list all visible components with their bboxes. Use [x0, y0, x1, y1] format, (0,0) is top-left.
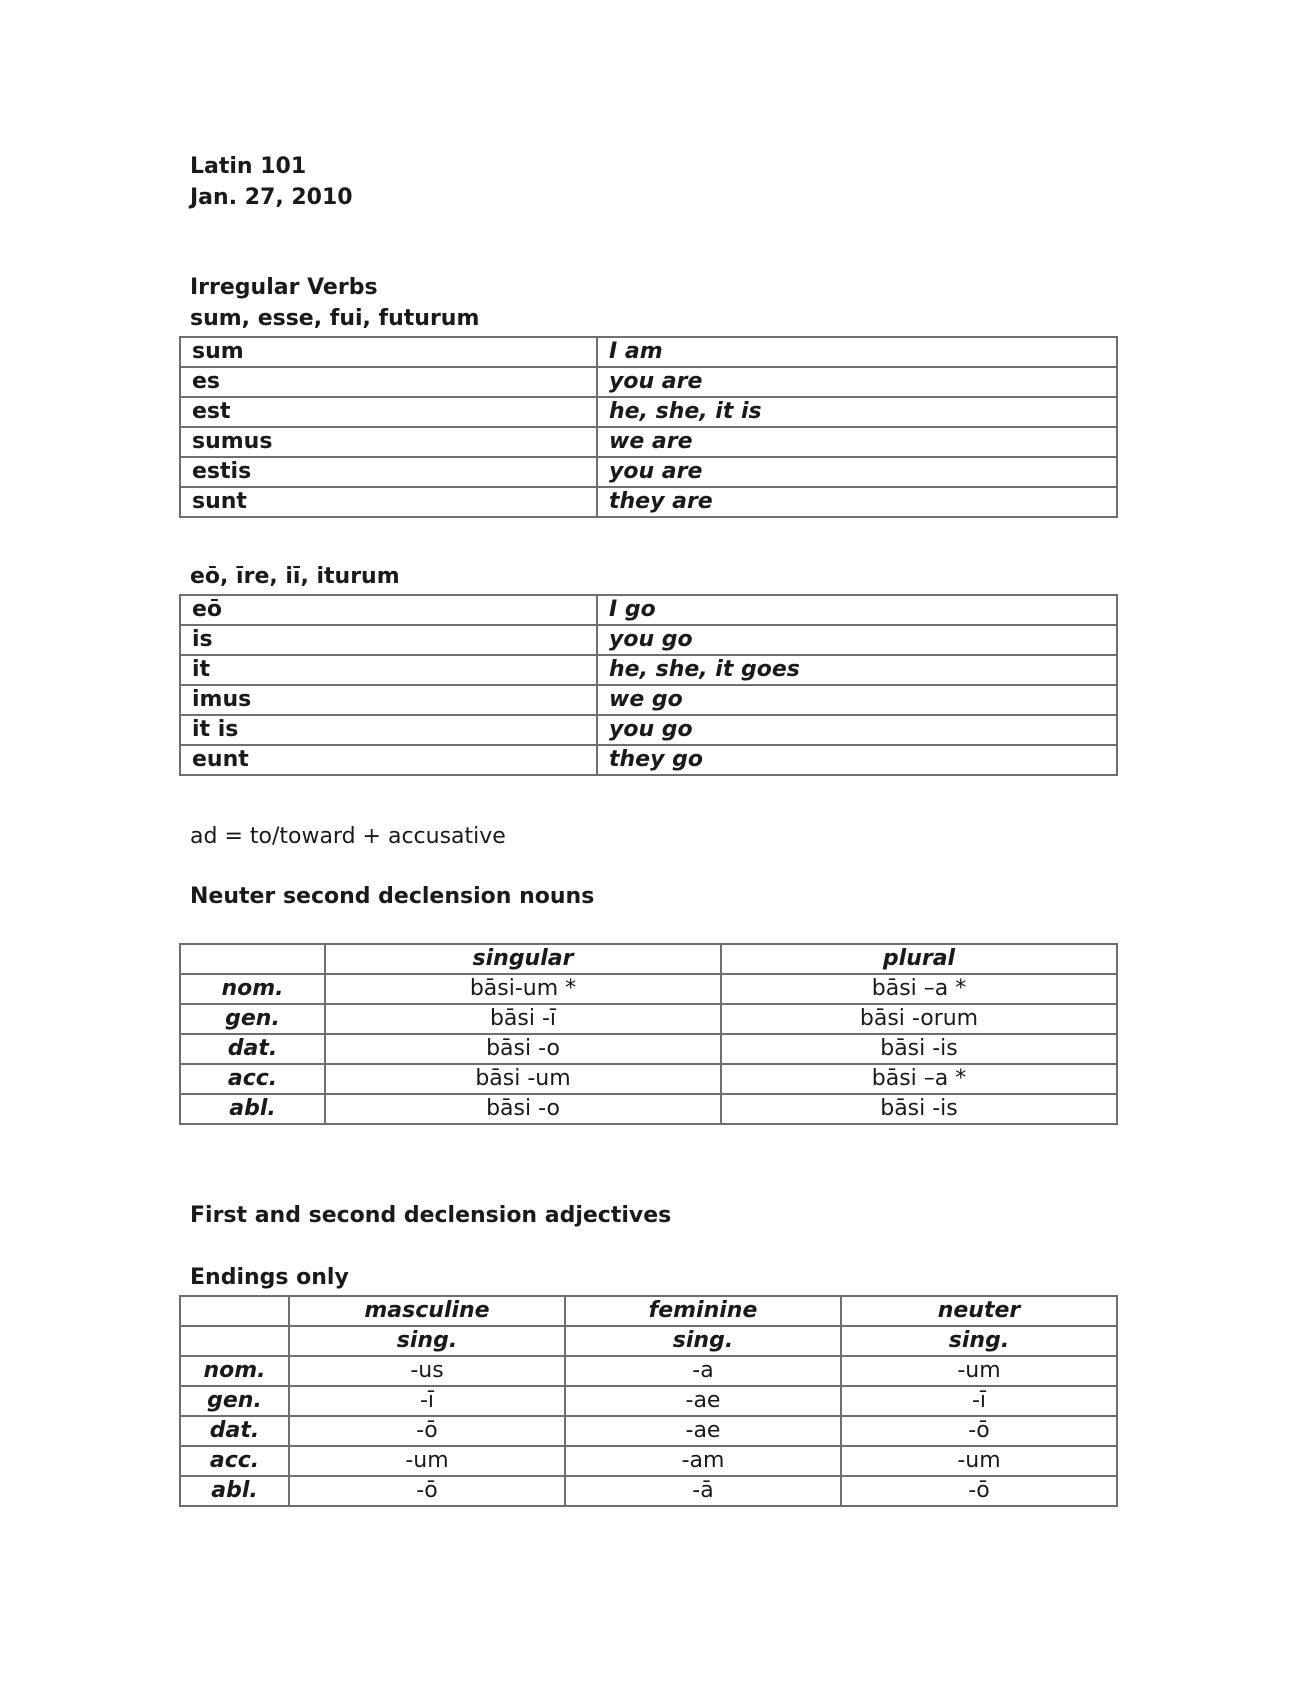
- sum-principal-parts: sum, esse, fui, futurum: [190, 306, 480, 331]
- irregular-verbs-heading: Irregular Verbs: [190, 275, 378, 300]
- table-row: [180, 1064, 1117, 1094]
- neuter-nouns-heading: Neuter second declension nouns: [190, 884, 595, 909]
- column-header-feminine: feminine: [565, 1296, 841, 1326]
- document-date: Jan. 27, 2010: [190, 185, 353, 210]
- latin-form: sumus: [180, 427, 597, 457]
- english-translation: they go: [597, 745, 1117, 775]
- latin-form: estis: [180, 457, 597, 487]
- neuter-ending: -um: [841, 1356, 1117, 1386]
- table-row: [180, 1446, 1117, 1476]
- table-row: [180, 685, 1117, 715]
- plural-form: bāsi -is: [721, 1034, 1117, 1064]
- singular-form: bāsi-um *: [325, 974, 721, 1004]
- latin-form: it: [180, 655, 597, 685]
- preposition-note: ad = to/toward + accusative: [190, 824, 506, 849]
- column-header-singular: singular: [325, 944, 721, 974]
- english-translation: we are: [597, 427, 1117, 457]
- table-row: [180, 974, 1117, 1004]
- english-translation: you go: [597, 625, 1117, 655]
- case-label: dat.: [180, 1034, 325, 1064]
- table-row: [180, 427, 1117, 457]
- singular-form: bāsi -um: [325, 1064, 721, 1094]
- table-row: [180, 1476, 1117, 1506]
- table-row: [180, 1034, 1117, 1064]
- feminine-ending: -a: [565, 1356, 841, 1386]
- latin-form: eō: [180, 595, 597, 625]
- masculine-ending: -ī: [289, 1386, 565, 1416]
- adjective-endings-table: [179, 1295, 1118, 1507]
- column-header-plural: plural: [721, 944, 1117, 974]
- column-header-neuter: neuter: [841, 1296, 1117, 1326]
- table-row: [180, 745, 1117, 775]
- neuter-ending: -ō: [841, 1416, 1117, 1446]
- feminine-ending: -ā: [565, 1476, 841, 1506]
- latin-form: sum: [180, 337, 597, 367]
- english-translation: you go: [597, 715, 1117, 745]
- english-translation: he, she, it is: [597, 397, 1117, 427]
- case-label: abl.: [180, 1476, 289, 1506]
- case-label: nom.: [180, 1356, 289, 1386]
- case-label: dat.: [180, 1416, 289, 1446]
- case-label: abl.: [180, 1094, 325, 1124]
- table-row: [180, 487, 1117, 517]
- number-label: sing.: [841, 1326, 1117, 1356]
- number-header-row: [180, 1326, 1117, 1356]
- latin-form: sunt: [180, 487, 597, 517]
- singular-form: bāsi -o: [325, 1034, 721, 1064]
- plural-form: bāsi -orum: [721, 1004, 1117, 1034]
- table-row: [180, 1004, 1117, 1034]
- singular-form: bāsi -o: [325, 1094, 721, 1124]
- table-row: [180, 655, 1117, 685]
- table-row: [180, 625, 1117, 655]
- table-row: [180, 1094, 1117, 1124]
- table-row: [180, 715, 1117, 745]
- english-translation: I am: [597, 337, 1117, 367]
- neuter-ending: -um: [841, 1446, 1117, 1476]
- column-header-row: [180, 944, 1117, 974]
- table-row: [180, 595, 1117, 625]
- eo-conjugation-table: [179, 594, 1118, 776]
- masculine-ending: -ō: [289, 1476, 565, 1506]
- table-row: [180, 1356, 1117, 1386]
- table-row: [180, 397, 1117, 427]
- corner-cell: [180, 1296, 289, 1326]
- table-row: [180, 1416, 1117, 1446]
- gender-header-row: [180, 1296, 1117, 1326]
- latin-form: est: [180, 397, 597, 427]
- column-header-masculine: masculine: [289, 1296, 565, 1326]
- sum-conjugation-table: [179, 336, 1118, 518]
- masculine-ending: -ō: [289, 1416, 565, 1446]
- masculine-ending: -us: [289, 1356, 565, 1386]
- neuter-ending: -ī: [841, 1386, 1117, 1416]
- english-translation: you are: [597, 367, 1117, 397]
- case-label: gen.: [180, 1386, 289, 1416]
- table-row: [180, 337, 1117, 367]
- neuter-ending: -ō: [841, 1476, 1117, 1506]
- case-label: acc.: [180, 1064, 325, 1094]
- neuter-noun-declension-table: [179, 943, 1118, 1125]
- case-label: nom.: [180, 974, 325, 1004]
- english-translation: he, she, it goes: [597, 655, 1117, 685]
- feminine-ending: -ae: [565, 1386, 841, 1416]
- english-translation: they are: [597, 487, 1117, 517]
- plural-form: bāsi -is: [721, 1094, 1117, 1124]
- feminine-ending: -ae: [565, 1416, 841, 1446]
- latin-form: imus: [180, 685, 597, 715]
- corner-cell: [180, 1326, 289, 1356]
- case-label: gen.: [180, 1004, 325, 1034]
- number-label: sing.: [565, 1326, 841, 1356]
- feminine-ending: -am: [565, 1446, 841, 1476]
- latin-form: eunt: [180, 745, 597, 775]
- table-row: [180, 367, 1117, 397]
- corner-cell: [180, 944, 325, 974]
- latin-form: it is: [180, 715, 597, 745]
- course-title: Latin 101: [190, 154, 307, 179]
- plural-form: bāsi –a *: [721, 974, 1117, 1004]
- latin-form: es: [180, 367, 597, 397]
- masculine-ending: -um: [289, 1446, 565, 1476]
- latin-form: is: [180, 625, 597, 655]
- english-translation: we go: [597, 685, 1117, 715]
- case-label: acc.: [180, 1446, 289, 1476]
- plural-form: bāsi –a *: [721, 1064, 1117, 1094]
- english-translation: you are: [597, 457, 1117, 487]
- number-label: sing.: [289, 1326, 565, 1356]
- english-translation: I go: [597, 595, 1117, 625]
- singular-form: bāsi -ī: [325, 1004, 721, 1034]
- table-row: [180, 457, 1117, 487]
- table-row: [180, 1386, 1117, 1416]
- eo-principal-parts: eō, īre, iī, iturum: [190, 564, 400, 589]
- adjectives-heading: First and second declension adjectives: [190, 1203, 672, 1228]
- endings-only-subheading: Endings only: [190, 1265, 349, 1290]
